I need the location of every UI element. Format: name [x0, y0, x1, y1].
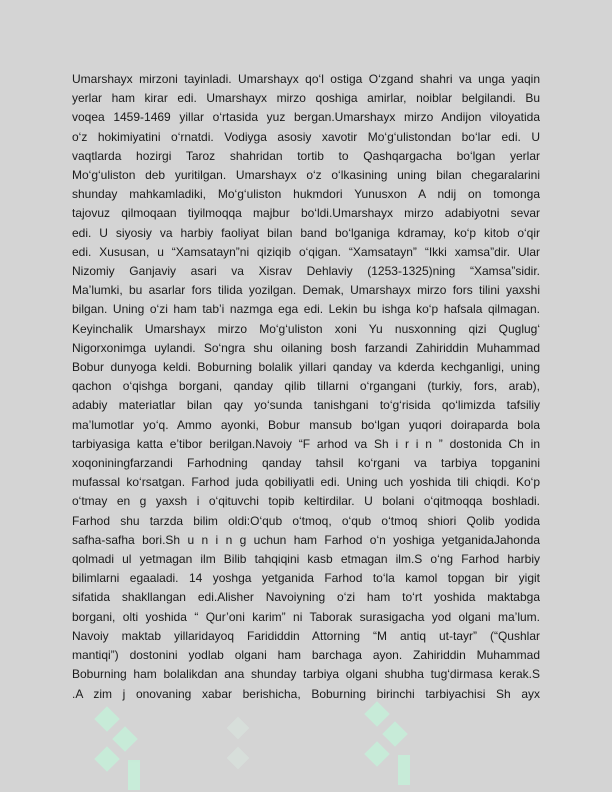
text-line: bilgan. Uning o‘zi ham tab’i nazmga ega edi. Lekin bu ishga ko‘p hafsala qilmagan.	[72, 302, 540, 317]
text-line: vaqtlarda hozirgi Taroz shahridan tortib to Qashqargacha bo‘lgan yerlar	[72, 148, 540, 163]
text-line: o‘tmay en g yaxsh i o‘qituvchi topib keltirdilar. U bolani o‘qitmoqqa boshladi.	[72, 494, 540, 509]
text-line: Bobur dunyoga keldi. Boburning bolalik yillari qanday va kderda kechganligi, uning	[72, 360, 540, 375]
text-line: bilimlarni egaaladi. 14 yoshga yetganida Farhod to‘la kamol topgan bir yigit	[72, 571, 540, 586]
text-line: sifatida shakllangan edi.Alisher Navoiyning o‘zi ham to‘rt yoshida maktabga	[72, 590, 540, 605]
text-line: Farhod shu tarzda bilim oldi:O‘qub o‘tmoq, o‘qub o‘tmoq shiori Qolib yodida	[72, 513, 540, 528]
text-line: qolmadi ul yetmagan ilm Bilib tahqiqini kasb etmagan ilm.S o‘ng Farhod harbiy	[72, 552, 540, 567]
text-line: xoqoniningfarzandi Farhodning qanday tahsil ko‘rgani va tarbiya topganini	[72, 456, 540, 471]
text-line: yerlar ham kirar edi. Umarshayx mirzo qoshiga amirlar, noiblar belgilandi. Bu	[72, 91, 540, 106]
text-line: .A zim j onovaning xabar berishicha, Boburning birinchi tarbiyachisi Sh ayx	[72, 686, 540, 701]
text-line: tarbiyasiga katta e’tibor berilgan.Navoiy “F arhod va Sh i r i n ” dostonida Ch in	[72, 436, 540, 451]
text-line: Umarshayx mirzoni tayinladi. Umarshayx qo‘l ostiga O‘zgand shahri va unga yaqin	[72, 72, 540, 86]
text-line: tajovuz qilmoqaan tiyilmoqqa majbur bo‘ldi.Umarshayx mirzo adabiyotni sevar	[72, 206, 540, 221]
text-line: edi. U siyosiy va harbiy faoliyat bilan band bo‘lganiga kdramay, ko‘p kitob o‘qir	[72, 225, 540, 240]
watermark-logo	[348, 695, 438, 785]
document-body	[72, 70, 540, 704]
text-line: Boburning ham bolalikdan ana shunday tarbiya olgani shubha tug‘dirmasa kerak.S	[72, 667, 540, 682]
text-line: Keyinchalik Umarshayx mirzo Mo‘g‘uliston xoni Yu nusxonning qizi Quglug‘	[72, 321, 540, 336]
watermark-logo	[200, 700, 290, 790]
text-line: safha-safha bori.Sh u n i n g uchun ham Farhod o‘n yoshiga yetganidaJahonda	[72, 532, 540, 547]
watermark-logo	[78, 700, 168, 790]
text-line: Nizomiy Ganjaviy asari va Xisrav Dehlaviy (1253-1325)ning “Xamsa”sidir.	[72, 264, 540, 279]
text-line: Ma’lumki, bu asarlar fors tilida yozilgan. Demak, Umarshayx mirzo fors tilini yaxshi	[72, 283, 540, 298]
text-line: Mo‘g‘uliston deb yuritilgan. Umarshayx o‘z o‘lkasining uning bilan chegaralarini	[72, 168, 540, 183]
text-line: ma’lumotlar yo‘q. Ammo ayonki, Bobur mansub bo‘lgan yuqori doiraparda bola	[72, 417, 540, 432]
text-line: o‘z hokimiyatini o‘rnatdi. Vodiyga asosiy xavotir Mo‘g‘ulistondan bo‘lar edi. U	[72, 129, 540, 144]
text-line: mantiqi”) dostonini yodlab olgani ham barchaga ayon. Zahiriddin Muhammad	[72, 648, 540, 663]
text-line: mufassal ko‘rsatgan. Farhod juda qobiliyatli edi. Uning uch yoshida tili chiqdi. Ko‘p	[72, 475, 540, 490]
text-line: edi. Xususan, u “Xamsatayn”ni qiziqib o‘qigan. “Xamsatayn” “Ikki xamsa”dir. Ular	[72, 244, 540, 259]
text-line: Navoiy maktab yillaridayoq Farididdin Attorning “M antiq ut-tayr” (“Qushlar	[72, 628, 540, 643]
text-line: borgani, olti yoshida “ Qur’oni karim” ni Taborak surasigacha yod olgani ma’lum.	[72, 609, 540, 624]
text-line: Nigorxonimga uylandi. So‘ngra shu oilaning bosh farzandi Zahiriddin Muhammad	[72, 340, 540, 355]
text-line: adabiy materiatlar bilan qay yo‘sunda tanishgani to‘g‘risida qo‘limizda tafsiliy	[72, 398, 540, 413]
text-line: qachon o‘qishga borgani, qanday qilib tillarni o‘rgangani (turkiy, fors, arab),	[72, 379, 540, 394]
text-line: voqea 1459-1469 yillar o‘rtasida yuz bergan.Umarshayx mirzo Andijon viloyatida	[72, 110, 540, 125]
text-line: shunday mahkamladiki, Mo‘g‘uliston hukmdori Yunusxon A ndij on tomonga	[72, 187, 540, 202]
